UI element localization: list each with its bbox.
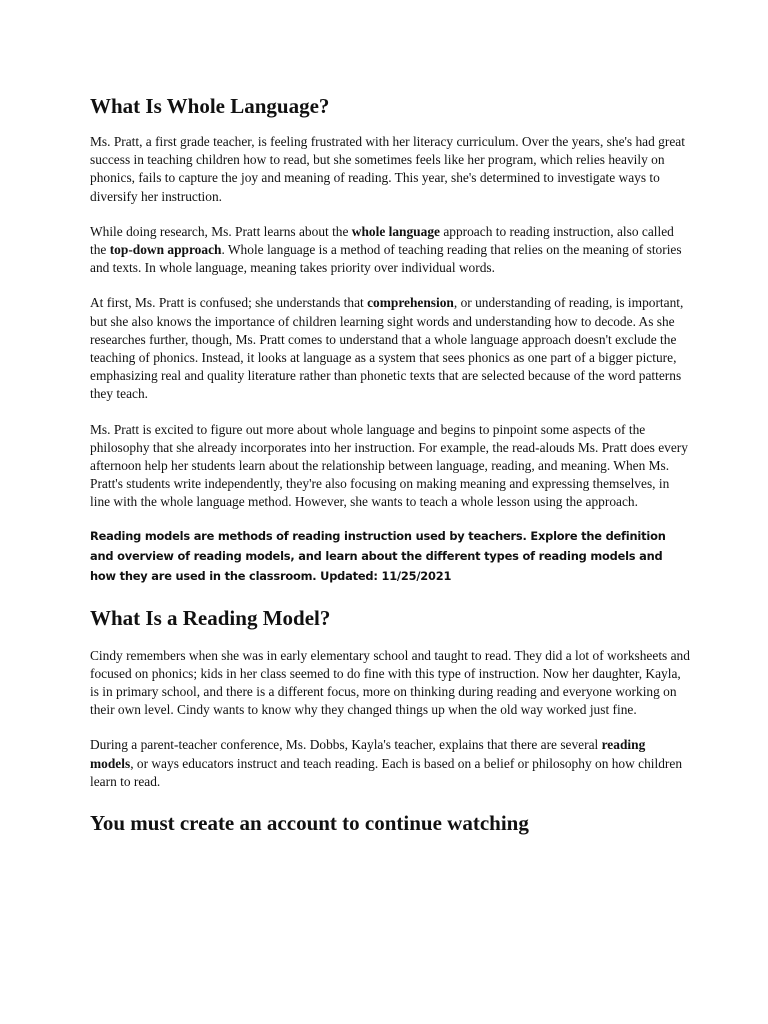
text-run: approach to reading instruction, also called the	[90, 223, 674, 258]
text-run: . Whole language is a method of teaching reading that relies on the meaning of stories and texts. In whole language, meaning takes priority over individual words.	[90, 242, 682, 276]
paragraph-intro: Ms. Pratt, a first grade teacher, is feeling frustrated with her literacy curriculum. Over the years, she's had great success in teaching children how to read, but she sometimes feels like her program, which relies heavily on phonics, fails to capture the joy and meaning of reading. This year, she's determined to investigate ways to diversify her instruction.	[90, 134, 685, 204]
paragraph-whole-language-definition	[90, 223, 690, 278]
text-run: , or ways educators instruct and teach reading. Each is based on a belief or philosophy on how children learn to read.	[90, 755, 683, 789]
lesson-summary-note: Reading models are methods of reading instruction used by teachers. Explore the definition and overview of reading models, and learn about the different types of reading models and how they are used in the classroom. Updated: 11/25/2021	[90, 528, 666, 583]
text-run: , or understanding of reading, is important, but she also knows the importance of children learning sight words and understanding how to decode. As she researches further, though, Ms. Pratt comes to understand that a whole language approach doesn't exclude the teaching of phonics. Instead, it looks at language as a system that sees phonics as one part of a bigger picture, emphasizing real and quality literature rather than phonetic texts that are selected because of the word patterns they teach.	[90, 295, 684, 402]
paragraph-cindy: Cindy remembers when she was in early elementary school and taught to read. They did a lot of worksheets and focused on phonics; kids in her class seemed to do fine with this type of instruction. Now her daughter, Kayla, is in primary school, and there is a different focus, more on thinking during reading and everyone working on their own level. Cindy wants to know why they changed things up when the old way worked just fine.	[90, 647, 690, 718]
account-required-heading: You must create an account to continue watching	[90, 811, 529, 836]
text-run: During a parent-teacher conference, Ms. Dobbs, Kayla's teacher, explains that there are several	[90, 737, 602, 753]
article	[90, 93, 690, 836]
section-heading-whole-language: What Is Whole Language?	[90, 94, 330, 118]
section-heading-reading-model: What Is a Reading Model?	[90, 605, 331, 630]
term-top-down-approach: top-down approach	[109, 242, 222, 258]
paragraph-pinpoint-aspects: Ms. Pratt is excited to figure out more about whole language and begins to pinpoint some aspects of the philosophy that she already incorporates into her instruction. For example, the read-alouds Ms. Pratt does every afternoon help her students learn about the relationship between language, reading, and meaning. When Ms. Pratt's students write independently, they're also focusing on making meaning and expressing themselves, in line with the whole language method. However, she wants to teach a whole lesson using the approach.	[90, 421, 688, 510]
term-reading-models: reading models	[90, 737, 646, 771]
text-run: While doing research, Ms. Pratt learns about the	[90, 223, 352, 239]
paragraph-comprehension	[90, 294, 690, 403]
paragraph-reading-models	[90, 736, 690, 791]
term-whole-language: whole language	[351, 223, 440, 239]
term-comprehension: comprehension	[367, 295, 454, 311]
text-run: At first, Ms. Pratt is confused; she understands that	[90, 295, 368, 311]
